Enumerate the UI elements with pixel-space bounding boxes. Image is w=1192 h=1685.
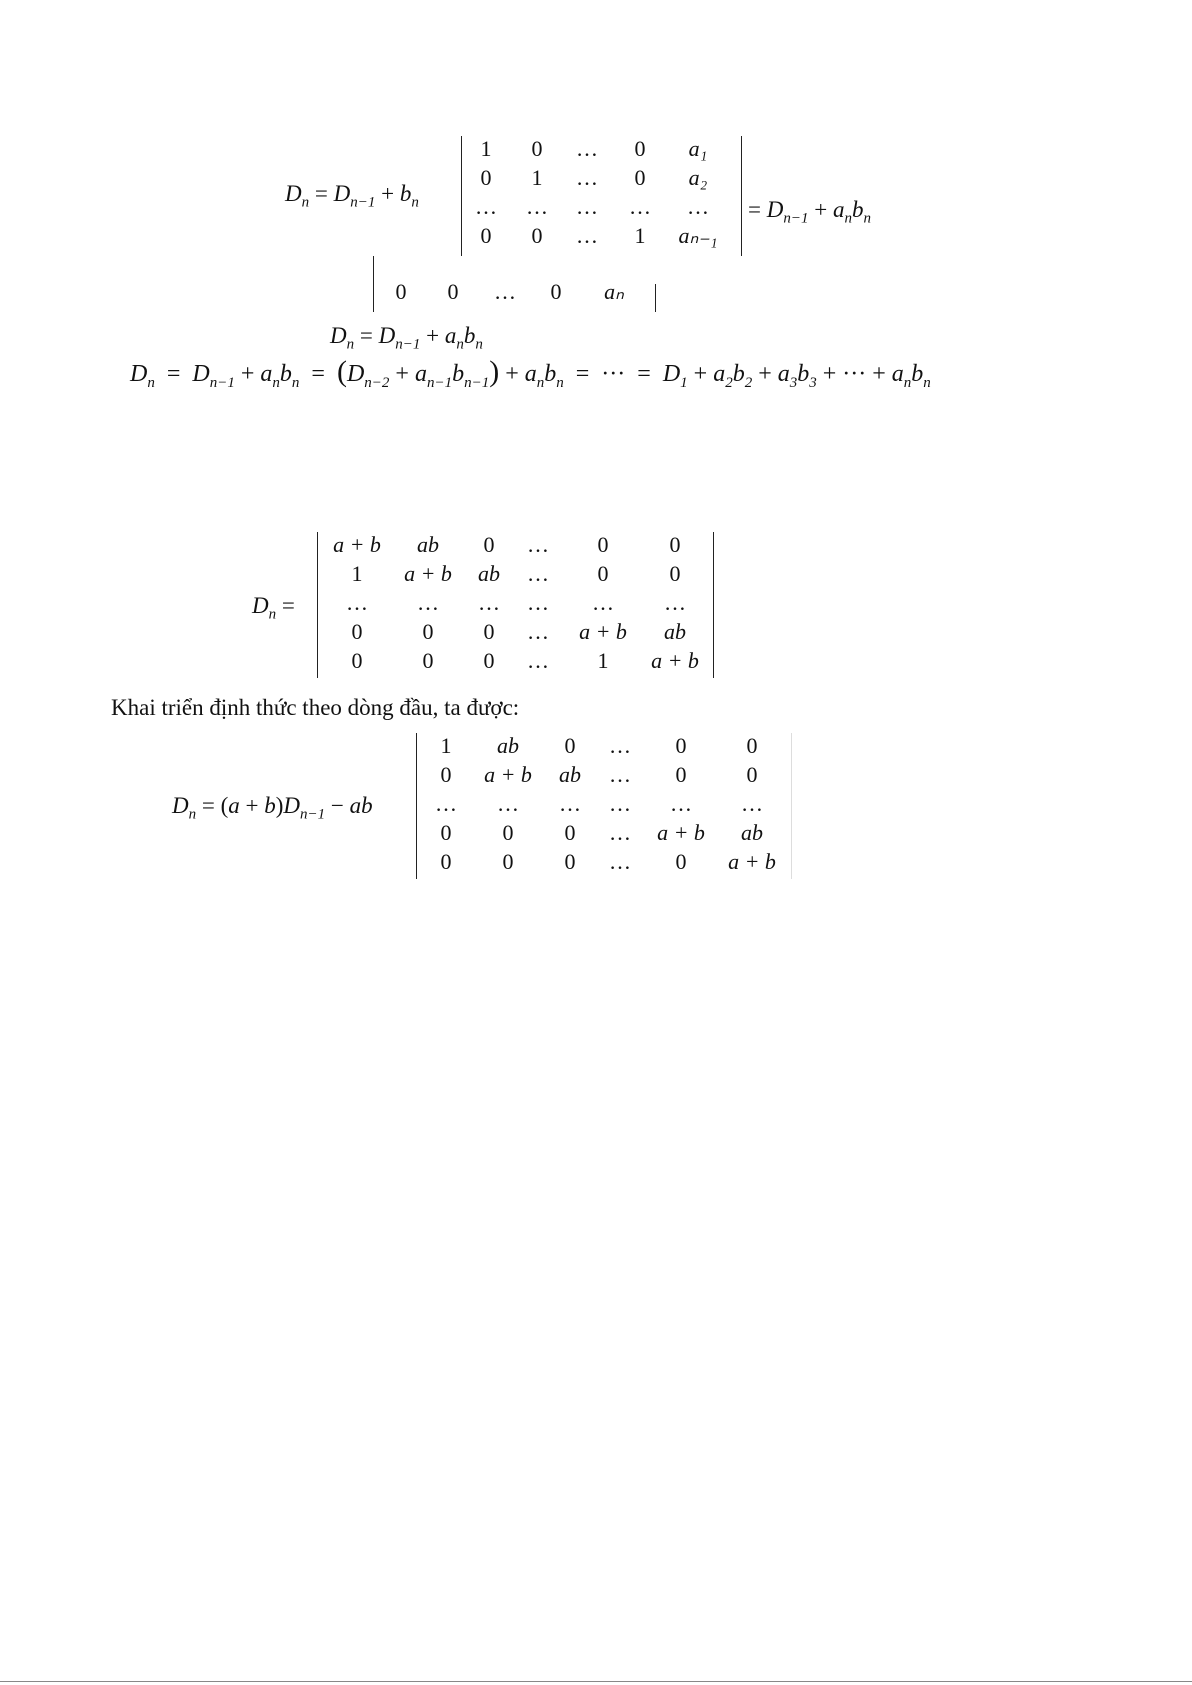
matrix-cell: ab bbox=[497, 733, 519, 758]
matrix-cell: ab bbox=[741, 820, 763, 845]
matrix-cell: 0 bbox=[480, 165, 492, 190]
matrix-cell: 0 bbox=[422, 648, 434, 673]
matrix-cell: … bbox=[609, 849, 631, 874]
matrix-cell: … bbox=[576, 223, 598, 248]
equation-telescoping-sum: $D_n = D_{n-1} + a_nb_n = (D_{n-2} + a_{n-1}b_{n-1}) + a_nb_n$ = ··· = $D_1 + a_2b_2 + a_3b_3$ + ··· + $a_nb_n$ bbox=[130, 355, 931, 391]
matrix-cell: ab bbox=[559, 762, 581, 787]
matrix-cell: … bbox=[609, 733, 631, 758]
matrix-cell: 0 bbox=[675, 849, 687, 874]
matrix-cell: 0 bbox=[597, 532, 609, 557]
determinant-2-bar-left bbox=[317, 532, 318, 678]
matrix-cell: 1 bbox=[351, 561, 363, 586]
matrix-cell: … bbox=[609, 762, 631, 787]
matrix-cell: 0 bbox=[634, 165, 646, 190]
matrix-cell: 0 bbox=[483, 532, 495, 557]
matrix-cell: 0 bbox=[746, 733, 758, 758]
matrix-cell: 1 bbox=[634, 223, 646, 248]
matrix-cell: … bbox=[629, 194, 651, 219]
matrix-cell: 0 bbox=[447, 279, 459, 304]
matrix-cell: 0 bbox=[669, 561, 681, 586]
matrix-cell: … bbox=[478, 590, 500, 615]
matrix-cell: … bbox=[435, 791, 457, 816]
matrix-cell: 0 bbox=[675, 733, 687, 758]
matrix-cell: 0 bbox=[395, 279, 407, 304]
matrix-cell: a + b bbox=[579, 619, 627, 644]
matrix-cell: 0 bbox=[483, 648, 495, 673]
matrix-cell: … bbox=[576, 194, 598, 219]
matrix-cell: … bbox=[527, 532, 549, 557]
equation-dn-expansion-rhs: = $D_{n-1} + a_nb_n$ bbox=[748, 197, 871, 227]
matrix-cell: 0 bbox=[531, 136, 543, 161]
matrix-cell: 0 bbox=[440, 762, 452, 787]
matrix-cell: … bbox=[670, 791, 692, 816]
matrix-cell: aₙ₋₁ bbox=[678, 223, 718, 248]
matrix-cell: … bbox=[609, 820, 631, 845]
matrix-cell: 0 bbox=[564, 820, 576, 845]
matrix-cell: … bbox=[527, 648, 549, 673]
matrix-cell: … bbox=[576, 165, 598, 190]
determinant-last-row-bar-left bbox=[373, 256, 374, 312]
matrix-cell: a + b bbox=[333, 532, 381, 557]
matrix-cell: 0 bbox=[351, 619, 363, 644]
matrix-cell: 0 bbox=[597, 561, 609, 586]
equation-recurrence: $D_n = D_{n-1} + a_nb_n$ bbox=[330, 323, 483, 353]
matrix-cell: 0 bbox=[564, 733, 576, 758]
matrix-cell: 0 bbox=[480, 223, 492, 248]
matrix-cell: … bbox=[346, 590, 368, 615]
matrix-cell: a₁ bbox=[688, 136, 708, 161]
matrix-cell: a₂ bbox=[688, 165, 708, 190]
matrix-cell: … bbox=[527, 619, 549, 644]
matrix-cell: a + b bbox=[651, 648, 699, 673]
matrix-cell: 0 bbox=[634, 136, 646, 161]
matrix-cell: 1 bbox=[597, 648, 609, 673]
matrix-cell: … bbox=[494, 279, 516, 304]
matrix-cell: 0 bbox=[422, 619, 434, 644]
matrix-cell: … bbox=[527, 590, 549, 615]
matrix-cell: … bbox=[527, 561, 549, 586]
matrix-cell: a + b bbox=[657, 820, 705, 845]
equation-dn-definition-lhs: $D_n$ = bbox=[252, 593, 295, 623]
matrix-cell: 1 bbox=[440, 733, 452, 758]
matrix-cell: 0 bbox=[531, 223, 543, 248]
matrix-cell: 0 bbox=[483, 619, 495, 644]
matrix-cell: ab bbox=[478, 561, 500, 586]
matrix-cell: ab bbox=[417, 532, 439, 557]
matrix-cell: … bbox=[592, 590, 614, 615]
matrix-cell: 1 bbox=[480, 136, 492, 161]
determinant-2-bar-right bbox=[713, 532, 714, 678]
matrix-cell: 1 bbox=[531, 165, 543, 190]
matrix-cell: … bbox=[559, 791, 581, 816]
expand-first-row-text: Khai triển định thức theo dòng đầu, ta được: bbox=[111, 695, 520, 720]
equation-dn-expansion-lhs: $D_n = D_{n-1} + b_n$ bbox=[285, 181, 419, 211]
matrix-cell: 0 bbox=[675, 762, 687, 787]
matrix-cell: aₙ bbox=[604, 279, 624, 304]
matrix-cell: a + b bbox=[484, 762, 532, 787]
matrix-cell: … bbox=[576, 136, 598, 161]
matrix-cell: a + b bbox=[404, 561, 452, 586]
matrix-cell: … bbox=[687, 194, 709, 219]
matrix-cell: 0 bbox=[440, 849, 452, 874]
matrix-cell: 0 bbox=[669, 532, 681, 557]
matrix-cell: … bbox=[609, 791, 631, 816]
matrix-cell: 0 bbox=[550, 279, 562, 304]
determinant-3-bar-left bbox=[416, 733, 417, 879]
matrix-cell: a + b bbox=[728, 849, 776, 874]
matrix-cell: … bbox=[417, 590, 439, 615]
matrix-cell: 0 bbox=[502, 820, 514, 845]
matrix-cell: … bbox=[475, 194, 497, 219]
matrix-cell: … bbox=[526, 194, 548, 219]
determinant-last-row-bar-right bbox=[655, 284, 656, 312]
determinant-bar-right bbox=[741, 136, 742, 256]
determinant-bar-left bbox=[461, 136, 462, 256]
matrix-cell: 0 bbox=[564, 849, 576, 874]
matrix-cell: 0 bbox=[440, 820, 452, 845]
matrix-cell: … bbox=[497, 791, 519, 816]
matrix-cell: 0 bbox=[502, 849, 514, 874]
matrix-cell: … bbox=[664, 590, 686, 615]
matrix-cell: … bbox=[741, 791, 763, 816]
equation-dn-cofactor-lhs: $D_n = (a + b)D_{n-1}$ − ab bbox=[172, 793, 373, 823]
page-bottom-rule bbox=[0, 1681, 1192, 1682]
matrix-cell: ab bbox=[664, 619, 686, 644]
matrix-cell: 0 bbox=[351, 648, 363, 673]
matrix-cell: 0 bbox=[746, 762, 758, 787]
determinant-3-bar-right bbox=[791, 733, 792, 879]
